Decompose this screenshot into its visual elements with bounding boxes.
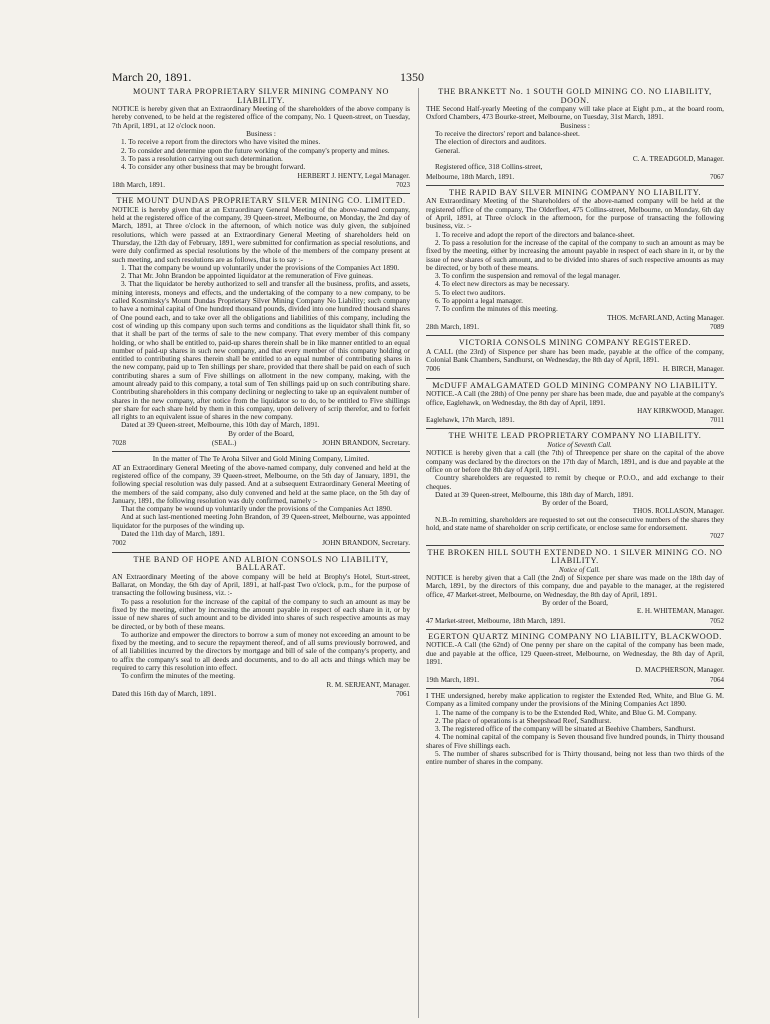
issue-date: March 20, 1891. (112, 70, 192, 84)
notice-footer (426, 365, 724, 373)
notice-ref: 7089 (710, 322, 724, 331)
notice-ref: 7064 (710, 675, 724, 684)
notice-ref: 7027 (710, 532, 724, 541)
notice-signatory: JOHN BRANDON, Secretary. (322, 439, 410, 448)
notice-item: 2. The place of operations is at Sheepshead Reef, Sandhurst. (435, 715, 612, 725)
notice-nb: N.B.-In remitting, shareholders are requested to set out the consecutive numbers of the shares they hold, and state name of shareholder on scrip certificate, or enclose same for endorsement. (426, 514, 724, 533)
notice-title: In the matter of The Te Aroha Silver and Gold Mining Company, Limited. (152, 454, 370, 464)
notice-signatory: H. BIRCH, Manager. (662, 365, 724, 374)
notice-mount-dundas (112, 197, 410, 447)
notice-item: 3. To confirm the suspension and removal of the legal manager. (435, 271, 621, 281)
notice-subtitle: Notice of Seventh Call. (547, 441, 612, 450)
notice-rapid-bay (426, 189, 724, 331)
notice-business-heading: Business : (560, 120, 590, 130)
notice-body: NOTICE is hereby given that an Extraordinary Meeting of the shareholders of the above company is hereby convened, to be held at the registered office of the company, No. 1 Queen-street, on Tuesday, 7th April, 1891, at 12 o'clock noon. (112, 104, 410, 130)
notice-footer (112, 439, 410, 447)
notice-body: NOTICE is hereby given that at an Extraordinary General Meeting of the above-named company, held at the registered office of the company, 39 Queen-street, Melbourne, on Monday, the 2nd day of March, 1891, at Three o'clock in the afternoon, of which notice was duly given, the subjoined resolutions, which were passed at an Extraordinary General Meeting of shareholders held on Thursday, the 12th day of February, 1891, were submitted for confirmation as special resolutions, and were duly confirmed as special resolutions by the whole of the members of the company present at such meeting, and such resolutions are as follows, that is to say :- (112, 204, 410, 264)
notice-item: 3. The registered office of the company will be situated at Beehive Chambers, Sandhurst. (435, 724, 696, 734)
notice-mount-tara (112, 88, 410, 189)
running-header (112, 70, 728, 84)
notice-signatory: E. H. WHITEMAN, Manager. (636, 607, 724, 616)
notice-egerton (426, 633, 724, 684)
notice-ref: 7052 (710, 616, 724, 625)
notice-item: The election of directors and auditors. (435, 137, 547, 147)
page-number: 1350 (400, 70, 424, 84)
divider-rule (112, 451, 410, 452)
notice-subtitle: Notice of Call. (558, 565, 601, 574)
left-column (112, 88, 410, 1018)
notice-item: 4. To consider any other business that may be brought forward. (121, 162, 306, 172)
notice-footer (426, 676, 724, 684)
notice-item: 2. To consider and determine upon the future working of the company's property and mines. (121, 145, 390, 155)
notice-appointment: And at such last-mentioned meeting John Brandon, of 39 Queen-street, Melbourne, was appointed liquidator for the purposes of the winding up. (112, 512, 410, 530)
notice-body: NOTICE is hereby given that a Call (the 2nd) of Sixpence per share was made on the 18th day of March, 1891, by the directors of this company, due and payable to the manager, at the registered office, 47 Market-street, Melbourne, on Wednesday, the 8th day of April, 1891. (426, 573, 724, 599)
notice-business-heading: Business : (246, 129, 276, 139)
notice-place-date: 47 Market-street, Melbourne, 18th March, 1891. (426, 616, 566, 625)
notice-title: THE WHITE LEAD PROPRIETARY COMPANY NO LIABILITY. (448, 431, 702, 441)
notice-body: NOTICE.-A Call (the 62nd) of One penny per share on the capital of the company has been made, due and payable at the office, 129 Queen-street, Melbourne, on Wednesday, the 8th day of April, 1891. (426, 640, 724, 667)
notice-band-of-hope (112, 556, 410, 699)
notice-body: NOTICE.-A Call (the 28th) of One penny per share has been made, due and payable at the company's office, Eaglehawk, on Wednesday, the 8th day of April, 1891. (426, 389, 724, 407)
notice-title: THE RAPID BAY SILVER MINING COMPANY NO LIABILITY. (449, 187, 701, 197)
notice-ref: 7067 (710, 172, 724, 181)
notice-item: To receive the directors' report and balance-sheet. (435, 129, 580, 139)
notice-footer (426, 416, 724, 424)
notice-title: McDUFF AMALGAMATED GOLD MINING COMPANY NO LIABILITY. (432, 380, 718, 390)
divider-rule (112, 552, 410, 553)
notice-place-date: Melbourne, 18th March, 1891. (426, 172, 515, 181)
notice-white-lead (426, 432, 724, 540)
notice-signatory: JOHN BRANDON, Secretary. (322, 539, 410, 548)
notice-ref: 7023 (396, 180, 410, 189)
notice-footer (112, 539, 410, 547)
notice-title: VICTORIA CONSOLS MINING COMPANY REGISTERED. (458, 338, 692, 348)
notice-resolution: That the company be wound up voluntarily under the provisions of the Companies Act 1890. (121, 504, 392, 514)
notice-signatory: HERBERT J. HENTY, Legal Manager. (297, 171, 410, 180)
notice-title: THE BROKEN HILL SOUTH EXTENDED NO. 1 SILVER MINING CO. NO LIABILITY. (427, 547, 723, 566)
notice-office: Registered office, 318 Collins-street, (435, 162, 543, 172)
notice-item: 1. To receive and adopt the report of the directors and balance-sheet. (435, 229, 635, 239)
notice-signatory: THOS. McFARLAND, Acting Manager. (607, 313, 724, 322)
notice-item: 7. To confirm the minutes of this meeting. (435, 304, 558, 314)
notice-date: 28th March, 1891. (426, 322, 480, 331)
divider-rule (426, 378, 724, 379)
notice-body: AN Extraordinary Meeting of the Shareholders of the above-named company will be held at the registered office of the company, The Olderfleet, 475 Collins-street, Melbourne, on Monday, 6th day of April, 1891, at Three o'clock in the afternoon, for the purpose of transacting the following business, viz. :- (426, 196, 724, 231)
divider-rule (112, 193, 410, 194)
notice-title: EGERTON QUARTZ MINING COMPANY NO LIABILITY, BLACKWOOD. (428, 631, 722, 641)
notice-body: AN Extraordinary Meeting of the above company will be held at Brophy's Hotel, Sturt-street, Ballarat, on Monday, the 6th day of April, 1891, at half-past Two o'clock, p.m., for the purpose of transacting the following business, viz. :- (112, 571, 410, 598)
notice-victoria-consols (426, 339, 724, 373)
divider-rule (426, 335, 724, 336)
right-column (426, 88, 724, 1018)
notice-dated: Dated at 39 Queen-street, Melbourne, this 10th day of March, 1891. (121, 420, 320, 430)
notice-item: 2. To pass a resolution for the increase of the capital of the company to such an amount as may be fixed by the meeting, either by increasing the amount payable in respect of each share in it, or by the issue of new shares of such amount, and to be divided into shares of such respective amounts as may be directed, or by both of these means. (426, 237, 724, 272)
notice-seal: (SEAL.) (211, 439, 237, 448)
notice-dated: Dated at 39 Queen-street, Melbourne, this 18th day of March, 1891. (435, 489, 634, 499)
notice-title: THE BAND OF HOPE AND ALBION CONSOLS NO LIABILITY, BALLARAT. (133, 554, 389, 573)
notice-brankett (426, 88, 724, 181)
notice-order: By order of the Board, (542, 498, 608, 508)
notice-signatory: R. M. SERJEANT, Manager. (326, 680, 410, 689)
notice-columns (112, 88, 728, 1018)
notice-item: 5. To elect two auditors. (435, 287, 506, 297)
notice-footer (112, 690, 410, 698)
notice-signatory: HAY KIRKWOOD, Manager. (637, 406, 724, 415)
notice-ref: 7006 (426, 365, 440, 374)
notice-date: 19th March, 1891. (426, 675, 480, 684)
notice-dated: Dated the 11th day of March, 1891. (121, 529, 225, 539)
notice-item: 1. To receive a report from the directors who have visited the mines. (121, 137, 321, 147)
notice-order: By order of the Board, (228, 428, 294, 438)
notice-item: 5. The number of shares subscribed for is Thirty thousand, being not less than two thirds of the entire number of shares in the company. (426, 749, 724, 767)
notice-ref: 7028 (112, 439, 126, 448)
notice-resolution: 1. That the company be wound up voluntarily under the provisions of the Companies Act 1890. (121, 262, 400, 272)
column-divider (418, 88, 419, 1018)
notice-date: 18th March, 1891. (112, 180, 166, 189)
notice-order: By order of the Board, (542, 598, 608, 607)
notice-te-aroha (112, 455, 410, 547)
notice-place-date: Eaglehawk, 17th March, 1891. (426, 416, 515, 425)
notice-body: AT an Extraordinary General Meeting of the above-named company, duly convened and held at the registered office of the company, 39 Queen-street, Melbourne, on the 5th day of January, 1891, the following special resolution was duly passed. And at a subsequent Extraordinary General Meeting of the members of the said company, also duly convened and held at the same place, on the 5th day of January, 1891, the following resolution was duly confirmed, namely :- (112, 462, 410, 505)
notice-item: To pass a resolution for the increase of the capital of the company to such an amount as may be fixed by the meeting, either by increasing the amount payable in respect of each share in it, or by issue of new shares of such amount and to be divided into shares of such respective amounts as may be directed, or by both of these means. (112, 596, 410, 631)
notice-body: NOTICE is hereby given that a call (the 7th) of Threepence per share on the capital of the above company was declared by the directors on the 17th day of March, 1891, and is due and payable at the office on or before the 8th day of April, 1891. (426, 448, 724, 474)
notice-paragraph: Country shareholders are requested to remit by cheque or P.O.O., and add exchange to their cheques. (426, 473, 724, 491)
notice-ref: 7011 (710, 416, 724, 425)
notice-signatory: D. MACPHERSON, Manager. (635, 666, 724, 675)
notice-title: THE BRANKETT No. 1 SOUTH GOLD MINING CO. NO LIABILITY, DOON. (438, 88, 712, 105)
notice-item: To authorize and empower the directors to borrow a sum of money not exceeding an amount to be fixed by the meeting, and to secure the repayment thereof, and of all sums previously borrowed, and of all liabilities incurred by the directors by mortgage and bill of sale of the company's property, and to affix the company's seal to all deeds and documents, and to do all acts and things which may be required to carry this resolution into effect. (112, 629, 410, 673)
divider-rule (426, 629, 724, 630)
notice-title: MOUNT TARA PROPRIETARY SILVER MINING COMPANY NO LIABILITY. (132, 88, 389, 105)
notice-signatory: THOS. ROLLASON, Manager. (632, 507, 724, 516)
notice-item: To confirm the minutes of the meeting. (121, 671, 235, 681)
notice-item: 1. The name of the company is to be the Extended Red, White, and Blue G. M. Company. (435, 707, 697, 717)
notice-ref: 7061 (396, 689, 410, 698)
notice-resolution: 3. That the liquidator be hereby authorized to sell and transfer all the business, profits, and assets, mining interests, moneys and effects, and the undertaking of the company to a new company, to be called Kosminsky's Mount Dundas Proprietary Silver Mining Company No Liability; such company to have a nominal capital of One hundred thousand pounds, divided into one hundred thousand shares of One pound each, and to take over all the obligations and liabilities of this company, including the cost of winding up this company upon such terms and conditions as the liquidator shall think fit, so that it shall be part of the terms of sale to the new company. That every member of this company holding, or who shall be entitled to, paid-up shares therein shall be in like manner entitled to an equal number of paid-up shares in such new company, and that every member of this company holding or entitled to contributing shares therein shall be entitled to an equal number of contributing shares in the new company, paid up to Ten shillings per share, provided that there shall be paid on each of such contributing shares a sum of Five shillings on allotment in the new company, making, with the amount already paid to this company, a total sum of Ten shillings paid up on such contributing share. Contributing shareholders in this company declining or neglecting to take up an equivalent number of shares in the new company, after notice from the liquidator so to do, to be entitled to Five shillings per share for each share held by them in this company, upon delivery of scrip therefor, and to forfeit all rights to an equivalent issue of shares in the new company. (112, 279, 410, 422)
divider-rule (426, 688, 724, 689)
notice-item: 4. The nominal capital of the company is Seven thousand five hundred pounds, in Thirty thousand shares of Five shillings each. (426, 732, 724, 750)
notice-footer (112, 181, 410, 189)
notice-footer (426, 173, 724, 181)
notice-title: THE MOUNT DUNDAS PROPRIETARY SILVER MINING CO. LIMITED. (116, 196, 406, 206)
notice-item: General. (435, 145, 460, 155)
notice-red-white-blue (426, 692, 724, 767)
notice-mcduff (426, 382, 724, 425)
notice-item: 6. To appoint a legal manager. (435, 296, 523, 306)
notice-dated: Dated this 16th day of March, 1891. (112, 689, 217, 698)
notice-item: 4. To elect new directors as may be necessary. (435, 279, 570, 289)
notice-footer (426, 617, 724, 625)
notice-footer (426, 323, 724, 331)
notice-broken-hill (426, 549, 724, 625)
notice-body: I THE undersigned, hereby make application to register the Extended Red, White, and Blue G. M. Company as a limited company under the provisions of the Mining Companies Act 1890. (426, 690, 724, 709)
notice-body: THE Second Half-yearly Meeting of the company will take place at Eight p.m., at the board room, Oxford Chambers, 473 Bourke-street, Melbourne, on Tuesday, 31st March, 1891. (426, 104, 724, 122)
notice-item: 3. To pass a resolution carrying out such determination. (121, 153, 283, 163)
divider-rule (426, 185, 724, 186)
divider-rule (426, 428, 724, 429)
notice-signatory: C. A. TREADGOLD, Manager. (632, 154, 724, 163)
notice-body: A CALL (the 23rd) of Sixpence per share has been made, payable at the office of the company, Colonial Bank Chambers, Sandhurst, on Wednesday, the 8th day of April, 1891. (426, 346, 724, 365)
notice-resolution: 2. That Mr. John Brandon be appointed liquidator at the remuneration of Five guineas. (121, 271, 373, 281)
divider-rule (426, 545, 724, 546)
notice-ref: 7002 (112, 539, 126, 548)
